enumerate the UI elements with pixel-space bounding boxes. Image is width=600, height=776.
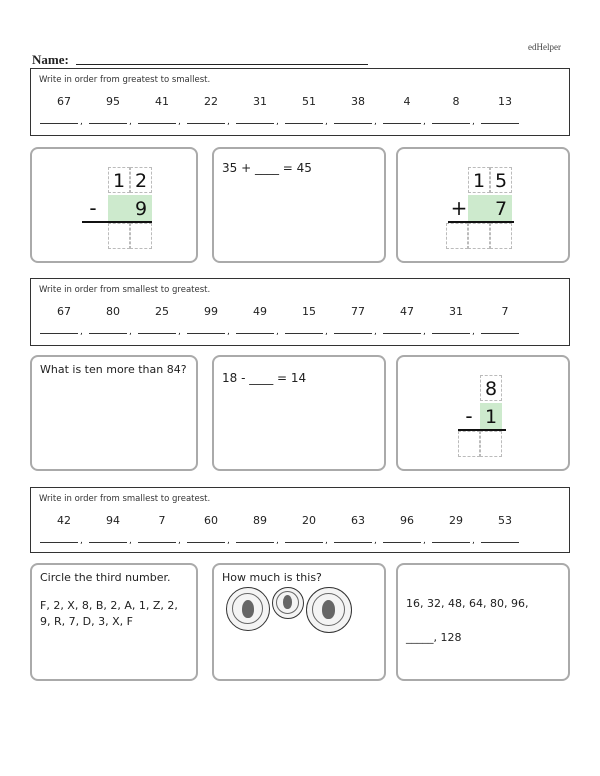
order-strip-3 [30,487,570,553]
strip-number: 80 [106,305,120,318]
answer-cell[interactable] [490,223,512,249]
comma-separator: , [325,117,328,127]
name-label: Name: [32,52,69,67]
strip-number: 41 [155,95,169,108]
missing-addend-box [212,147,386,263]
answer-cell[interactable] [130,223,152,249]
comma-separator: , [80,117,83,127]
answer-blank[interactable] [432,541,470,543]
sequence-line: 9, R, 7, D, 3, X, F [40,615,133,628]
answer-blank[interactable] [481,541,519,543]
comma-separator: , [374,327,377,337]
minus-sign: - [465,404,473,428]
comma-separator: , [325,327,328,337]
answer-blank[interactable] [481,332,519,334]
answer-blank[interactable] [285,122,323,124]
strip-number: 94 [106,514,120,527]
digit-cell: 1 [468,167,490,193]
comma-separator: , [80,327,83,337]
answer-blank[interactable] [89,541,127,543]
comma-separator: , [227,536,230,546]
comma-separator: , [276,117,279,127]
missing-subtrahend-text: 18 - ____ = 14 [222,371,307,385]
answer-blank[interactable] [334,122,372,124]
answer-blank[interactable] [481,122,519,124]
strip-number: 42 [57,514,71,527]
penny-icon [226,587,270,631]
strip-number: 8 [452,95,460,108]
ten-more-question: What is ten more than 84? [40,363,187,376]
comma-separator: , [423,117,426,127]
answer-blank[interactable] [89,122,127,124]
subtraction-problem-box [30,147,198,263]
answer-blank[interactable] [89,332,127,334]
strip-number: 53 [498,514,512,527]
circle-prompt: Circle the third number. [40,571,171,584]
digit-cell [108,195,130,221]
strip-number: 99 [204,305,218,318]
brand-label: edHelper [528,42,561,52]
answer-blank[interactable] [187,332,225,334]
nickel-icon [306,587,352,633]
strip-number: 77 [351,305,365,318]
money-box [212,563,386,681]
comma-separator: , [472,117,475,127]
answer-blank[interactable] [138,541,176,543]
order-strip-1 [30,68,570,136]
plus-sign: + [450,196,468,220]
answer-cell[interactable] [458,431,480,457]
answer-blank[interactable] [432,332,470,334]
strip-number: 20 [302,514,316,527]
digit-cell: 2 [130,167,152,193]
strip-number: 4 [403,95,411,108]
ten-more-box [30,355,198,471]
number-pattern-box [396,563,570,681]
answer-blank[interactable] [40,122,78,124]
strip-number: 31 [253,95,267,108]
strip-number: 89 [253,514,267,527]
strip-number: 25 [155,305,169,318]
answer-blank[interactable] [40,332,78,334]
answer-blank[interactable] [236,122,274,124]
strip-number: 51 [302,95,316,108]
strip-instruction: Write in order from smallest to greatest. [39,285,211,295]
answer-blank[interactable] [236,541,274,543]
digit-cell [468,195,490,221]
strip-number: 7 [501,305,509,318]
comma-separator: , [374,536,377,546]
digit-cell: 8 [480,375,502,401]
comma-separator: , [423,536,426,546]
answer-blank[interactable] [236,332,274,334]
addition-problem-box [396,147,570,263]
answer-blank[interactable] [285,332,323,334]
missing-addend-text: 35 + ____ = 45 [222,161,312,175]
money-prompt: How much is this? [222,571,322,584]
missing-subtrahend-box [212,355,386,471]
answer-blank[interactable] [285,541,323,543]
answer-blank[interactable] [383,332,421,334]
pattern-line: 16, 32, 48, 64, 80, 96, [406,597,529,610]
answer-blank[interactable] [383,541,421,543]
answer-blank[interactable] [334,332,372,334]
strip-number: 96 [400,514,414,527]
digit-cell: 5 [490,167,512,193]
strip-number: 31 [449,305,463,318]
single-digit-subtraction-box [396,355,570,471]
dime-icon [272,587,304,619]
comma-separator: , [276,327,279,337]
order-strip-2 [30,278,570,346]
pattern-line: _____, 128 [406,631,462,644]
strip-number: 22 [204,95,218,108]
minus-sign: - [89,196,97,220]
strip-number: 15 [302,305,316,318]
answer-blank[interactable] [187,122,225,124]
comma-separator: , [178,117,181,127]
comma-separator: , [227,117,230,127]
comma-separator: , [472,536,475,546]
answer-blank[interactable] [40,541,78,543]
comma-separator: , [423,327,426,337]
comma-separator: , [80,536,83,546]
strip-number: 67 [57,305,71,318]
answer-blank[interactable] [432,122,470,124]
strip-number: 29 [449,514,463,527]
answer-cell[interactable] [480,431,502,457]
answer-blank[interactable] [138,332,176,334]
digit-cell: 9 [130,195,152,221]
answer-blank[interactable] [383,122,421,124]
comma-separator: , [129,117,132,127]
answer-cell[interactable] [108,223,130,249]
answer-blank[interactable] [334,541,372,543]
answer-blank[interactable] [187,541,225,543]
strip-number: 49 [253,305,267,318]
strip-instruction: Write in order from smallest to greatest. [39,494,211,504]
strip-number: 63 [351,514,365,527]
strip-number: 38 [351,95,365,108]
strip-number: 95 [106,95,120,108]
digit-cell: 1 [108,167,130,193]
comma-separator: , [178,327,181,337]
strip-instruction: Write in order from greatest to smallest. [39,75,211,85]
sequence-line: F, 2, X, 8, B, 2, A, 1, Z, 2, [40,599,178,612]
comma-separator: , [129,327,132,337]
circle-third-box [30,563,198,681]
comma-separator: , [325,536,328,546]
digit-cell: 7 [490,195,512,221]
comma-separator: , [129,536,132,546]
strip-number: 13 [498,95,512,108]
digit-cell: 1 [480,403,502,429]
strip-number: 60 [204,514,218,527]
comma-separator: , [374,117,377,127]
answer-cell[interactable] [468,223,490,249]
answer-blank[interactable] [138,122,176,124]
comma-separator: , [472,327,475,337]
comma-separator: , [178,536,181,546]
strip-number: 47 [400,305,414,318]
strip-number: 67 [57,95,71,108]
name-field[interactable] [76,64,368,65]
comma-separator: , [276,536,279,546]
comma-separator: , [227,327,230,337]
answer-cell[interactable] [446,223,468,249]
strip-number: 7 [158,514,166,527]
